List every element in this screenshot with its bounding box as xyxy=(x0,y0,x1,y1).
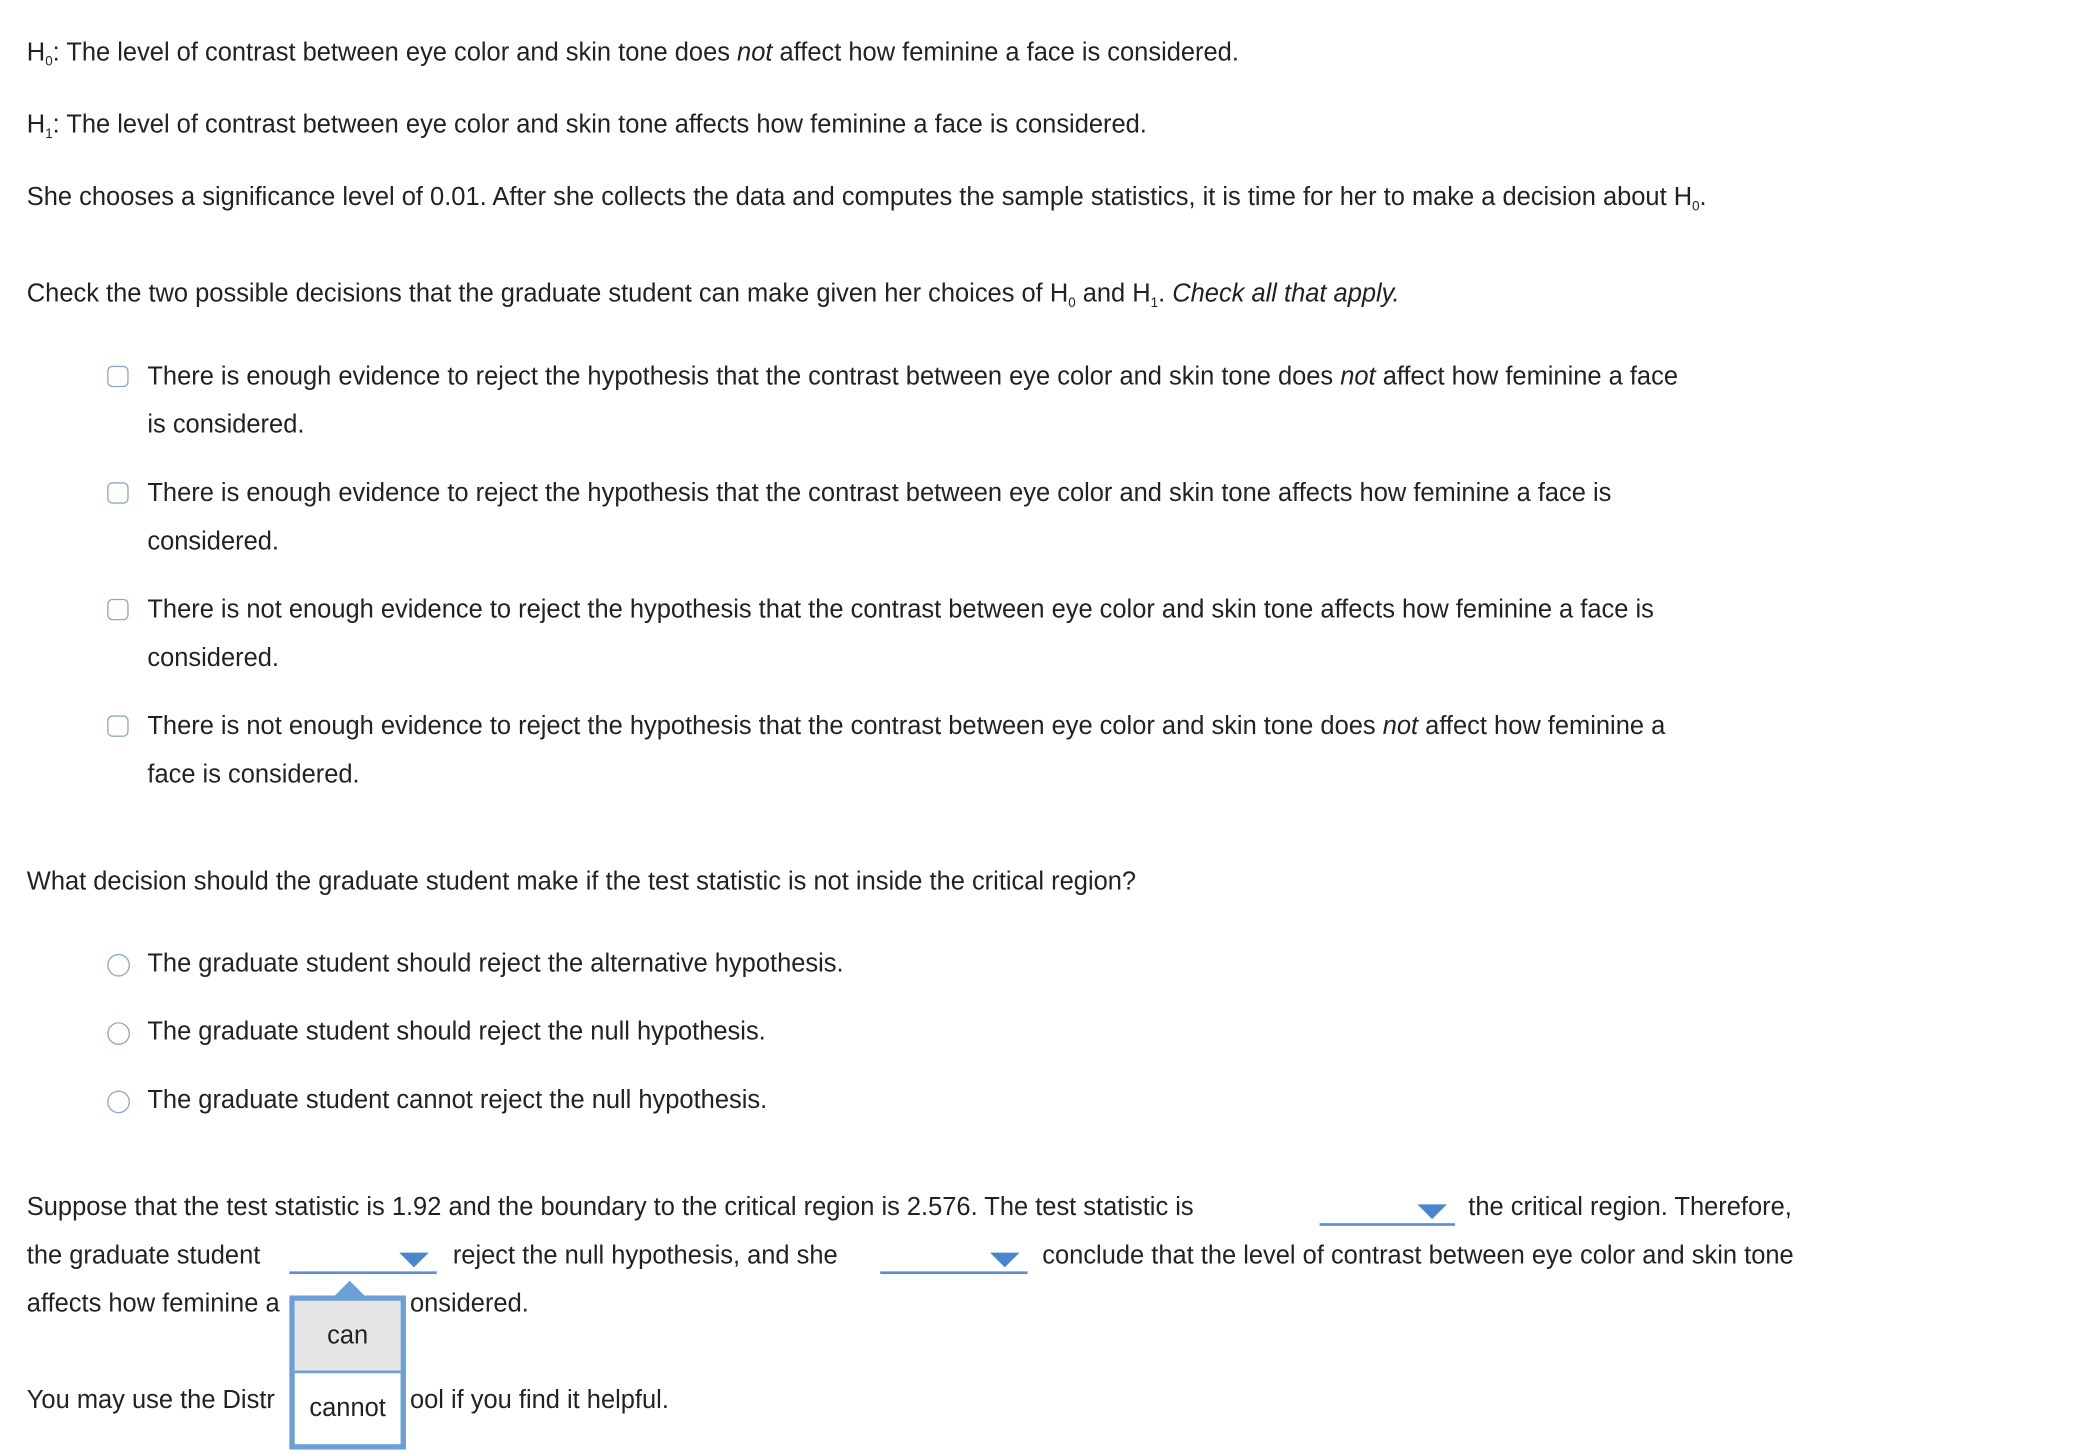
chevron-down-icon xyxy=(1417,1204,1446,1219)
question-3-text-5: conclude that the level of contrast between eye color and skin tone xyxy=(1042,1241,1794,1271)
question-2-prompt: What decision should the graduate student make if the test statistic is not inside the critical region? xyxy=(26,868,1137,897)
chevron-down-icon xyxy=(399,1253,428,1268)
dropdown-can-cannot-reject[interactable] xyxy=(289,1245,436,1274)
option-label: The graduate student cannot reject the null hypothesis. xyxy=(147,1086,768,1115)
question-3-text-1: Suppose that the test statistic is 1.92 and the boundary to the critical region is 2.576. The test statistic is xyxy=(26,1193,1194,1222)
checkbox[interactable] xyxy=(107,366,128,387)
significance-statement: She chooses a significance level of 0.01. After she collects the data and computes the sample statistics, it is time for her to make a decision about $H_0$. xyxy=(26,183,1707,215)
question-3-text-3: the graduate student xyxy=(26,1241,261,1271)
dropdown-can-cannot-conclude[interactable] xyxy=(880,1245,1027,1274)
option-label: The graduate student should reject the alternative hypothesis. xyxy=(147,949,844,978)
radio-button[interactable] xyxy=(107,1091,130,1114)
footer-text-end: ool if you find it helpful. xyxy=(409,1386,669,1415)
radio-button[interactable] xyxy=(107,1022,130,1045)
option-label: There is not enough evidence to reject the hypothesis that the contrast between eye color and skin tone does not affect how feminine a face is considered. xyxy=(147,712,1666,790)
checkbox[interactable] xyxy=(107,482,128,503)
dropdown-inside-outside[interactable] xyxy=(1320,1196,1455,1225)
question-3-text-7: onsidered. xyxy=(409,1290,529,1319)
question-3-text-2: the critical region. Therefore, xyxy=(1468,1193,1792,1222)
option-label: The graduate student should reject the null hypothesis. xyxy=(147,1018,766,1047)
question-3-text-4: reject the null hypothesis, and she xyxy=(452,1241,838,1271)
option-label: There is not enough evidence to reject the hypothesis that the contrast between eye color and skin tone affects how feminine a face is considered. xyxy=(147,596,1654,673)
chevron-down-icon xyxy=(990,1253,1019,1268)
option-label: There is enough evidence to reject the hypothesis that the contrast between eye color and skin tone affects how feminine a face is considered. xyxy=(147,479,1612,556)
checkbox[interactable] xyxy=(107,599,128,620)
option-label: There is enough evidence to reject the hypothesis that the contrast between eye color and skin tone does not affect how feminine a face is considered. xyxy=(147,363,1678,440)
question-3-text-6: affects how feminine a xyxy=(26,1290,280,1319)
caret-up-icon xyxy=(335,1281,364,1296)
footer-text-start: You may use the Distr xyxy=(26,1386,275,1415)
question-1-prompt: Check the two possible decisions that the graduate student can make given her choices of $H_0$ and $H_1$. Check all that apply. xyxy=(26,279,1400,311)
null-hypothesis: $H_0$: The level of contrast between eye color and skin tone does not affect how feminine a face is considered. xyxy=(26,38,1239,70)
alternative-hypothesis: $H_1$: The level of contrast between eye color and skin tone affects how feminine a face is considered. xyxy=(26,111,1147,143)
checkbox[interactable] xyxy=(107,715,128,736)
dropdown-menu xyxy=(289,1295,406,1449)
menu-item-can[interactable]: can xyxy=(295,1301,401,1373)
radio-button[interactable] xyxy=(107,954,130,977)
menu-item-cannot[interactable]: cannot xyxy=(309,1394,386,1423)
